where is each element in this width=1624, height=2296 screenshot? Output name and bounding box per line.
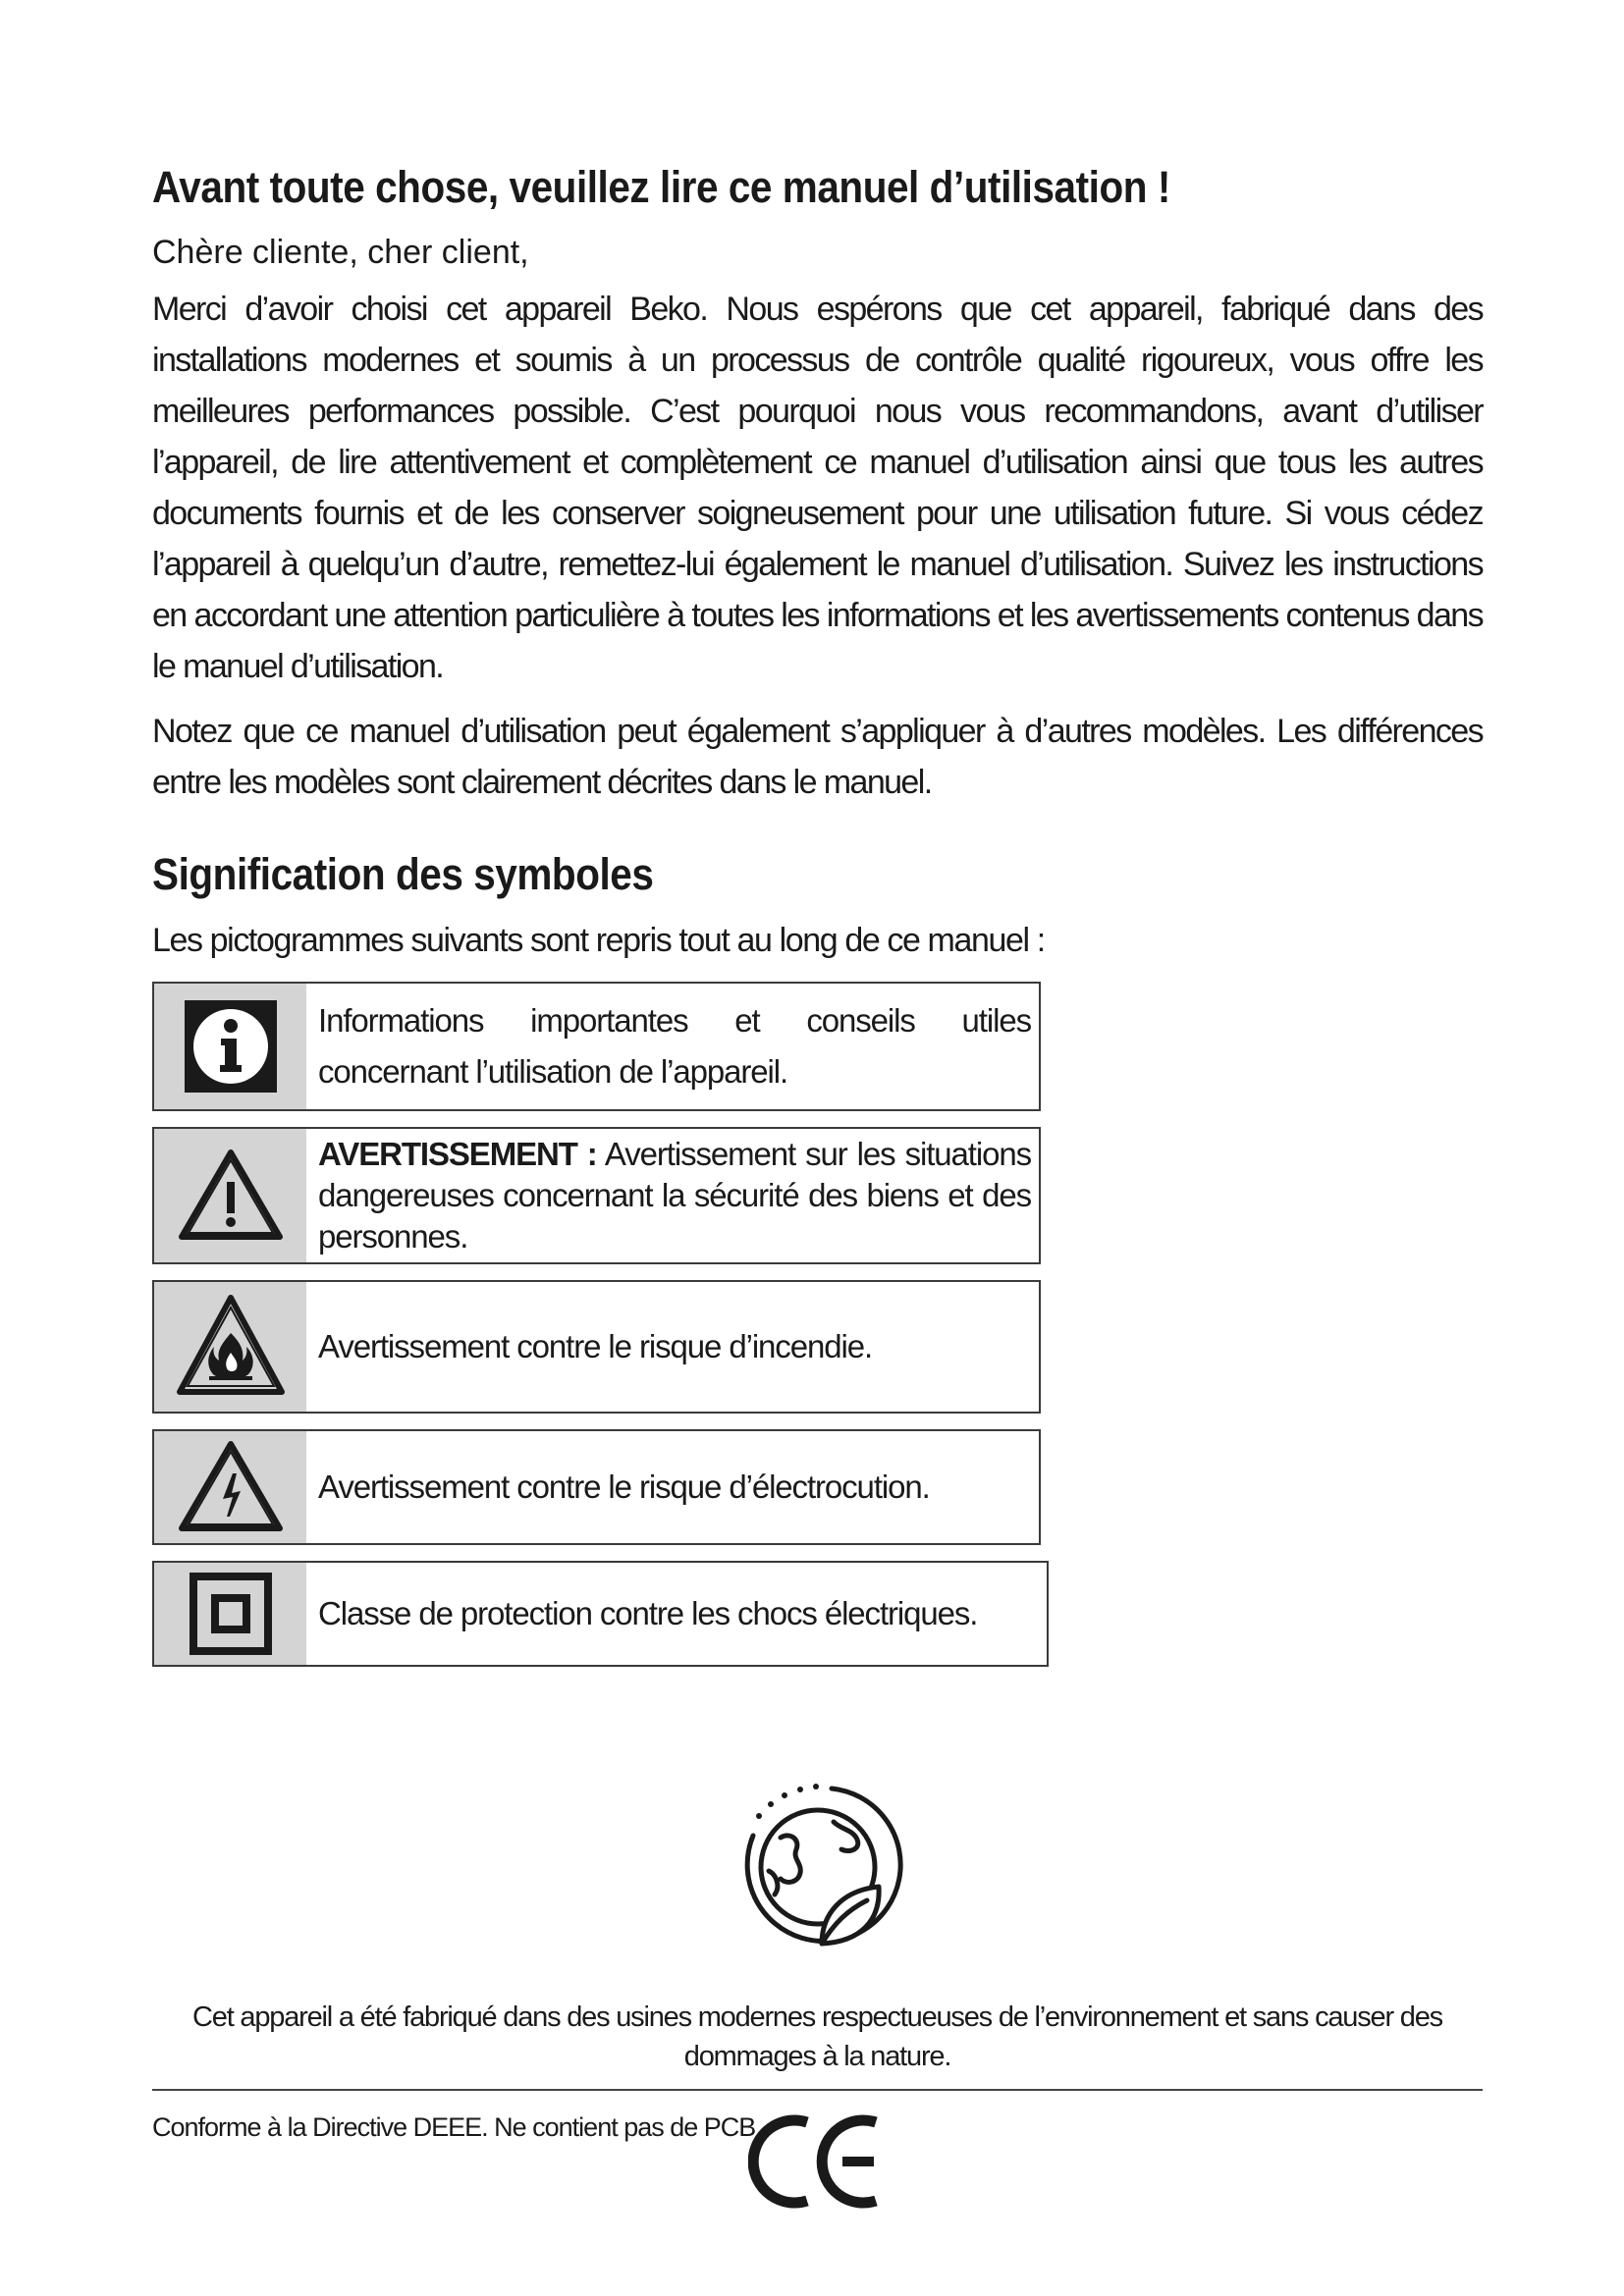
electric-warning-icon bbox=[154, 1431, 306, 1543]
symbol-row-electric bbox=[152, 1429, 1041, 1545]
models-paragraph: Notez que ce manuel d’utilisation peut également s’appliquer à d’autres modèles. Les différences entre les modèles sont clairement décrites dans le manuel. bbox=[152, 713, 1483, 801]
intro-paragraph: Merci d’avoir choisi cet appareil Beko. Nous espérons que cet appareil, fabriqué dans des installations modernes et soumis à un processus de contrôle qualité rigoureux, vous offre les meilleures performances possible. C’est pourquoi nous vous recommandons, avant d’utiliser l’appareil, de lire attentivement et complètement ce manuel d’utilisation ainsi que tous les autres documents fournis et de les conserver soigneusement pour une utilisation future. Si vous cédez l’appareil à quelqu’un d’autre, remettez-lui également le manuel d’utilisation. Suivez les instructions en accordant une attention particulière à toutes les informations et les avertissements contenus dans le manuel d’utilisation. bbox=[152, 291, 1483, 685]
greeting: Chère cliente, cher client, bbox=[152, 234, 529, 271]
symbol-row-fire bbox=[152, 1280, 1041, 1414]
symbol-text-class-ii: Classe de protection contre les chocs électriques. bbox=[318, 1595, 978, 1631]
symbol-row-class-ii bbox=[152, 1561, 1049, 1667]
symbols-table bbox=[152, 982, 1041, 1682]
info-icon bbox=[154, 984, 306, 1109]
symbol-text-electric: Avertissement contre le risque d’électrocution. bbox=[318, 1468, 930, 1505]
page-title: Avant toute chose, veuillez lire ce manuel d’utilisation ! bbox=[152, 162, 1170, 212]
footer-divider bbox=[152, 2089, 1483, 2091]
warning-icon bbox=[154, 1129, 306, 1262]
fire-warning-icon bbox=[154, 1282, 306, 1412]
ce-mark-icon bbox=[748, 2110, 886, 2213]
symbol-row-info bbox=[152, 982, 1041, 1111]
manual-page bbox=[152, 162, 1483, 960]
symbol-row-warning bbox=[152, 1127, 1041, 1264]
symbol-text-info: Informations importantes et conseils utiles concernant l’utilisation de l’appareil. bbox=[318, 1002, 1031, 1090]
footer-note: Conforme à la Directive DEEE. Ne contient pas de PCB. bbox=[152, 2112, 762, 2142]
symbols-heading: Signification des symboles bbox=[152, 849, 654, 899]
class-ii-protection-icon bbox=[154, 1563, 306, 1665]
eco-globe-leaf-icon bbox=[731, 1777, 903, 1963]
symbol-text-fire: Avertissement contre le risque d’incendie. bbox=[318, 1328, 873, 1364]
eco-statement: Cet appareil a été fabriqué dans des usines modernes respectueuses de l’environnement et sans causer des dommages à la nature. bbox=[192, 2002, 1442, 2072]
symbol-text-warning: Avertissement sur les situations dangereuses concernant la sécurité des biens et des personnes. bbox=[318, 1136, 1031, 1255]
warning-label: AVERTISSEMENT : bbox=[318, 1136, 597, 1172]
symbols-lead: Les pictogrammes suivants sont repris tout au long de ce manuel : bbox=[152, 922, 1045, 959]
